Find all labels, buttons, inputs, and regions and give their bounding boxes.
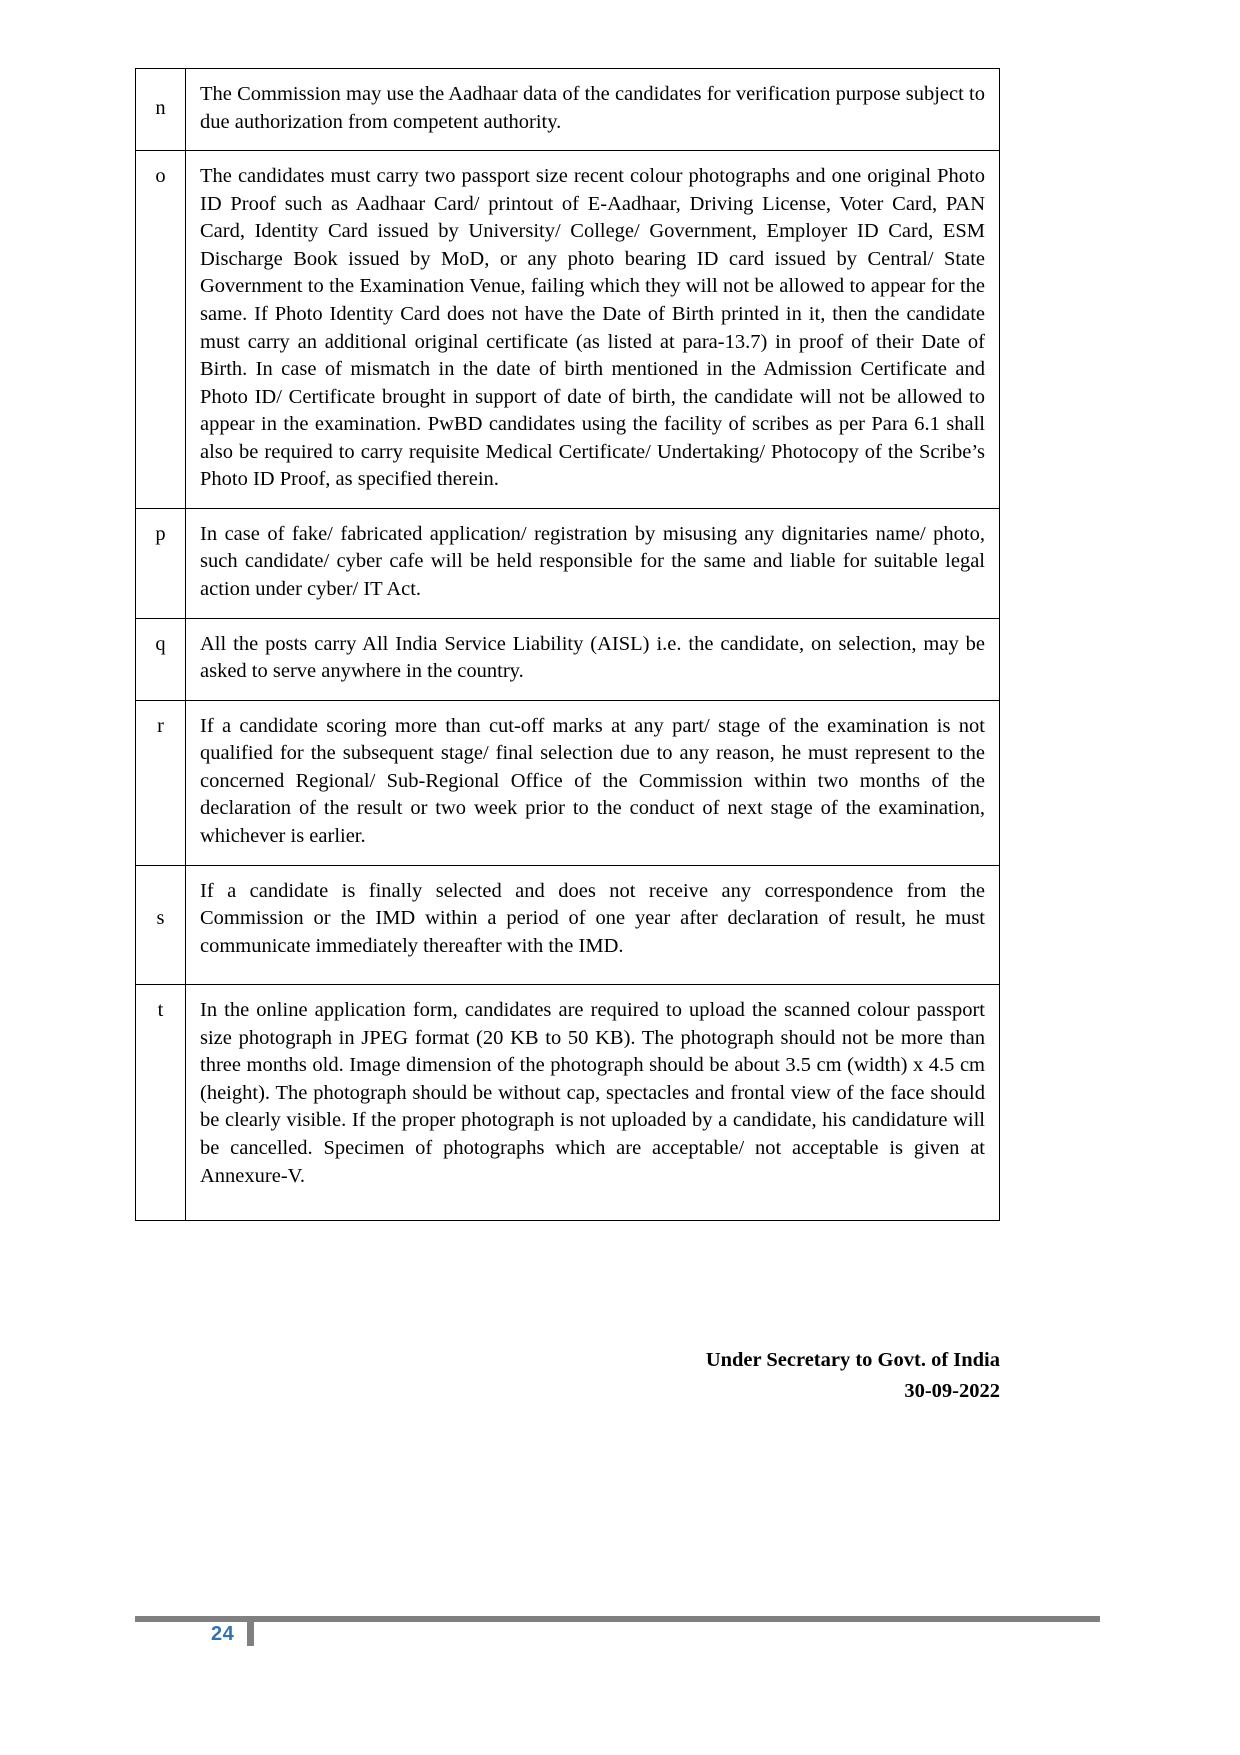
footer-tick-mark — [247, 1616, 254, 1646]
row-text-o: The candidates must carry two passport size recent colour photographs and one original Photo ID Proof such as Aadhaar Card/ printout of E-Aadhaar, Driving License, Voter Card, PAN Card, Identity Card issued by University/ College/ Government, Employer ID Card, ESM Discharge Book issued by MoD, or any photo bearing ID card issued by Central/ State Government to the Examination Venue, failing which they will not be allowed to appear for the same. If Photo Identity Card does not have the Date of Birth printed in it, then the candidate must carry an additional original certificate (as listed at para-13.7) in proof of their Date of Birth. In case of mismatch in the date of birth mentioned in the Admission Certificate and Photo ID/ Certificate brought in support of date of birth, the candidate will not be allowed to appear in the examination. PwBD candidates using the facility of scribes as per Para 6.1 shall also be required to carry requisite Medical Certificate/ Undertaking/ Photocopy of the Scribe’s Photo ID Proof, as specified therein. — [186, 151, 1000, 509]
signatory-designation: Under Secretary to Govt. of India — [705, 1349, 1000, 1371]
row-label-n: n — [136, 69, 186, 151]
signature-date: 30-09-2022 — [904, 1379, 1000, 1402]
footer-divider — [135, 1616, 1100, 1622]
row-label-q: q — [136, 618, 186, 700]
row-label-o: o — [136, 151, 186, 509]
row-text-p: In case of fake/ fabricated application/ registration by misusing any dignitaries name/ photo, such candidate/ cyber cafe will be held responsible for the same and liable for suitable legal action under cyber/ IT Act. — [186, 508, 1000, 618]
row-label-s: s — [136, 865, 186, 985]
page-number: 24 — [211, 1623, 235, 1645]
row-label-p: p — [136, 508, 186, 618]
row-text-n: The Commission may use the Aadhaar data of the candidates for verification purpose subject to due authorization from competent authority. — [186, 69, 1000, 151]
table-row — [136, 865, 1000, 985]
conditions-table-body — [136, 69, 1000, 1221]
table-row — [136, 151, 1000, 509]
table-row — [136, 69, 1000, 151]
row-text-t: In the online application form, candidates are required to upload the scanned colour passport size photograph in JPEG format (20 KB to 50 KB). The photograph should not be more than three months old. Image dimension of the photograph should be about 3.5 cm (width) x 4.5 cm (height). The photograph should be without cap, spectacles and frontal view of the face should be clearly visible. If the proper photograph is not uploaded by a candidate, his candidature will be cancelled. Specimen of photographs which are acceptable/ not acceptable is given at Annexure-V. — [186, 985, 1000, 1221]
table-row — [136, 700, 1000, 865]
conditions-table — [135, 68, 1000, 1221]
row-label-t: t — [136, 985, 186, 1221]
row-label-r: r — [136, 700, 186, 865]
signature-block — [706, 1345, 1000, 1407]
table-row — [136, 985, 1000, 1221]
page-footer — [135, 1616, 1100, 1666]
row-text-s: If a candidate is finally selected and does not receive any correspondence from the Commission or the IMD within a period of one year after declaration of result, he must communicate immediately thereafter with the IMD. — [186, 865, 1000, 985]
row-text-r: If a candidate scoring more than cut-off marks at any part/ stage of the examination is not qualified for the subsequent stage/ final selection due to any reason, he must represent to the concerned Regional/ Sub-Regional Office of the Commission within two months of the declaration of the result or two week prior to the conduct of next stage of the examination, whichever is earlier. — [186, 700, 1000, 865]
table-row — [136, 508, 1000, 618]
table-row — [136, 618, 1000, 700]
row-text-q: All the posts carry All India Service Liability (AISL) i.e. the candidate, on selection, may be asked to serve anywhere in the country. — [186, 618, 1000, 700]
